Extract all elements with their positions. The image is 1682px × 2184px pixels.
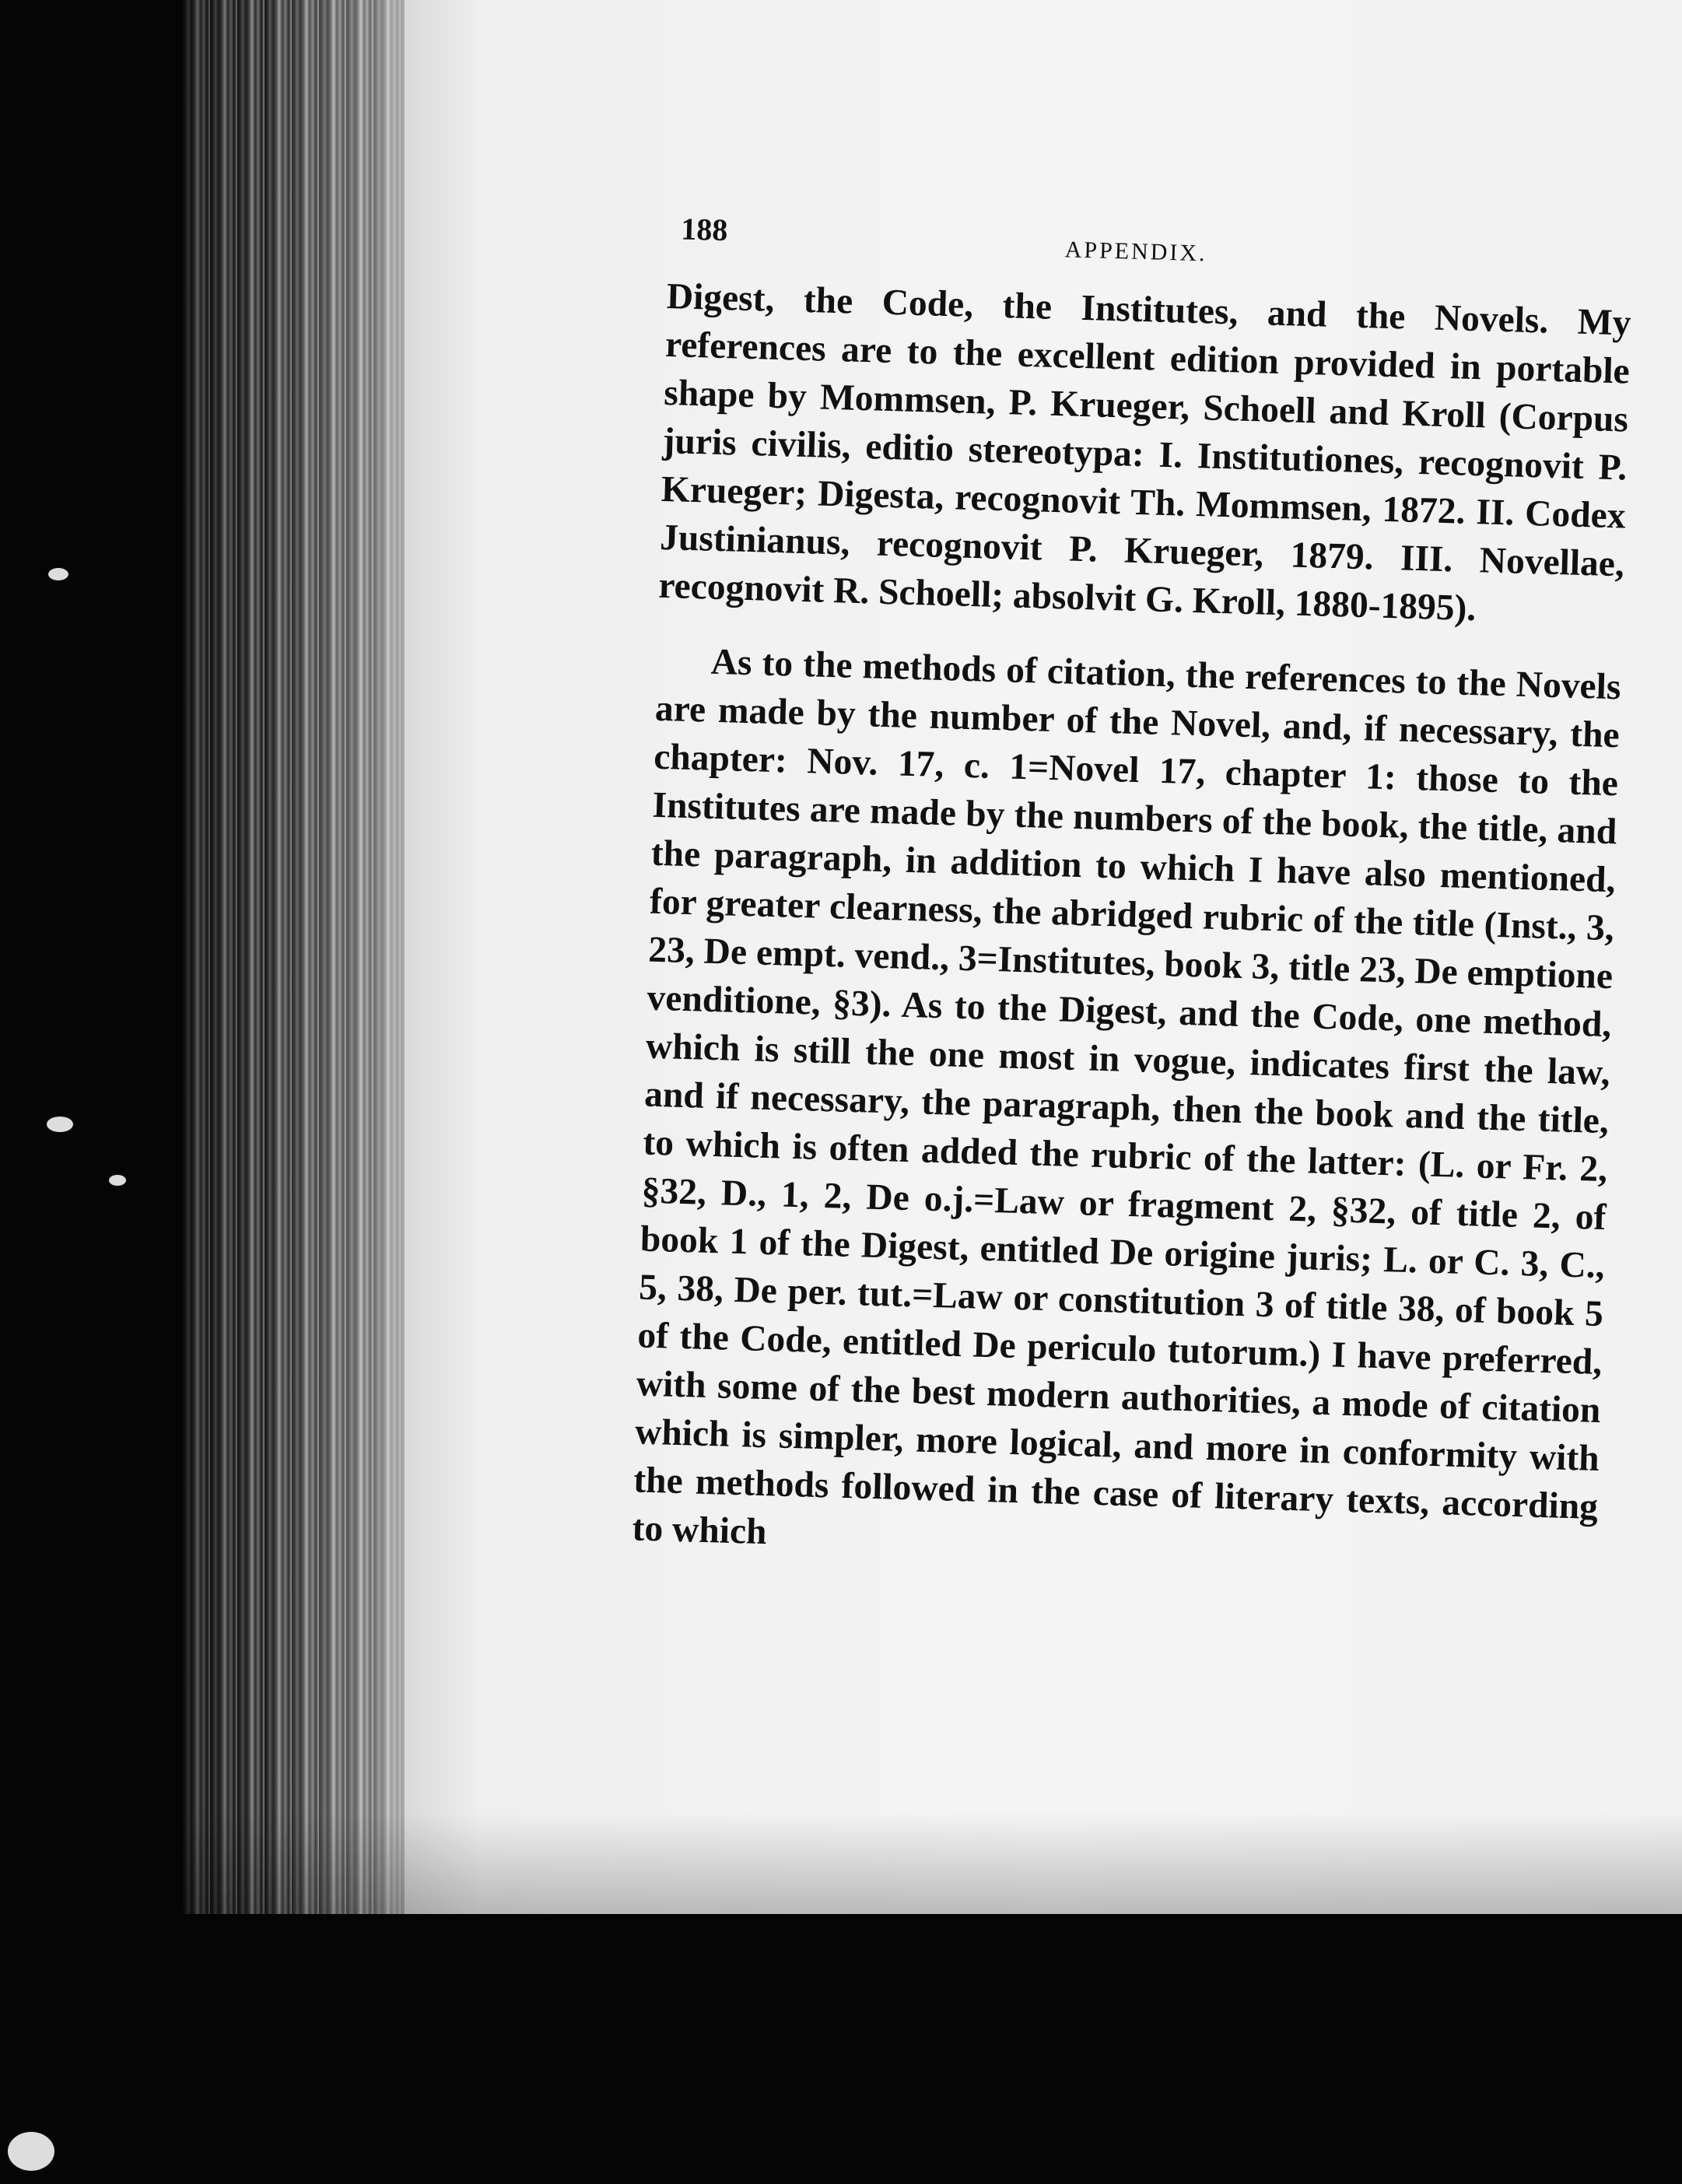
page-bottom-shadow — [183, 1813, 1682, 1922]
running-head-title: APPENDIX. — [1064, 237, 1208, 267]
paragraph: As to the methods of citation, the references to the Novels are made by the number of the Novel, and, if necessary, the chapter: Nov. 17, c. 1=Novel 17, chapter 1: those to the Institutes are made by the numbers of the book, the title, and the paragraph, in addition to which I have also mentioned, for greater clearness, the abridged rubric of the title (Inst., 3, 23, De empt. vend., 3=Institutes, book 3, title 23, De emptione venditione, §3). As to the Digest, and the Code, one method, which is still the one most in vogue, indicates first the law, and if necessary, the paragraph, then the book and the title, to which is often added the rubric of the latter: (L. or Fr. 2, §32, D., 1, 2, De o.j.=Law or fragment 2, §32, of title 2, of book 1 of the Digest, entitled De origine juris; L. or C. 3, C., 5, 38, De per. tut.=Law or constitution 3 of title 38, of book 5 of the Code, entitled De periculo tutorum.) I have preferred, with some of the best modern authorities, a mode of citation which is simpler, more logical, and more in conformity with the methods followed in the case of literary texts, according to which — [631, 641, 1622, 1553]
dust-speck — [48, 568, 68, 580]
page-text-block — [632, 210, 1634, 1579]
paragraph: Digest, the Code, the Institutes, and the Novels. My references are to the excellent edition provided in portable shape by Mommsen, P. Krueger, Schoell and Kroll (Corpus juris civilis, editio stereotypa: I. Institutiones, recognovit P. Krueger; Digesta, recognovit Th. Mommsen, 1872. II. Codex Justinianus, recognovit P. Krueger, 1879. III. Novellae, recognovit R. Schoell; absolvit G. Kroll, 1880-1895). — [657, 275, 1632, 629]
page-edges — [183, 0, 416, 1914]
dust-speck — [109, 1175, 126, 1186]
dust-speck — [47, 1117, 73, 1132]
dust-speck — [8, 2132, 54, 2171]
page-number: 188 — [680, 211, 728, 248]
